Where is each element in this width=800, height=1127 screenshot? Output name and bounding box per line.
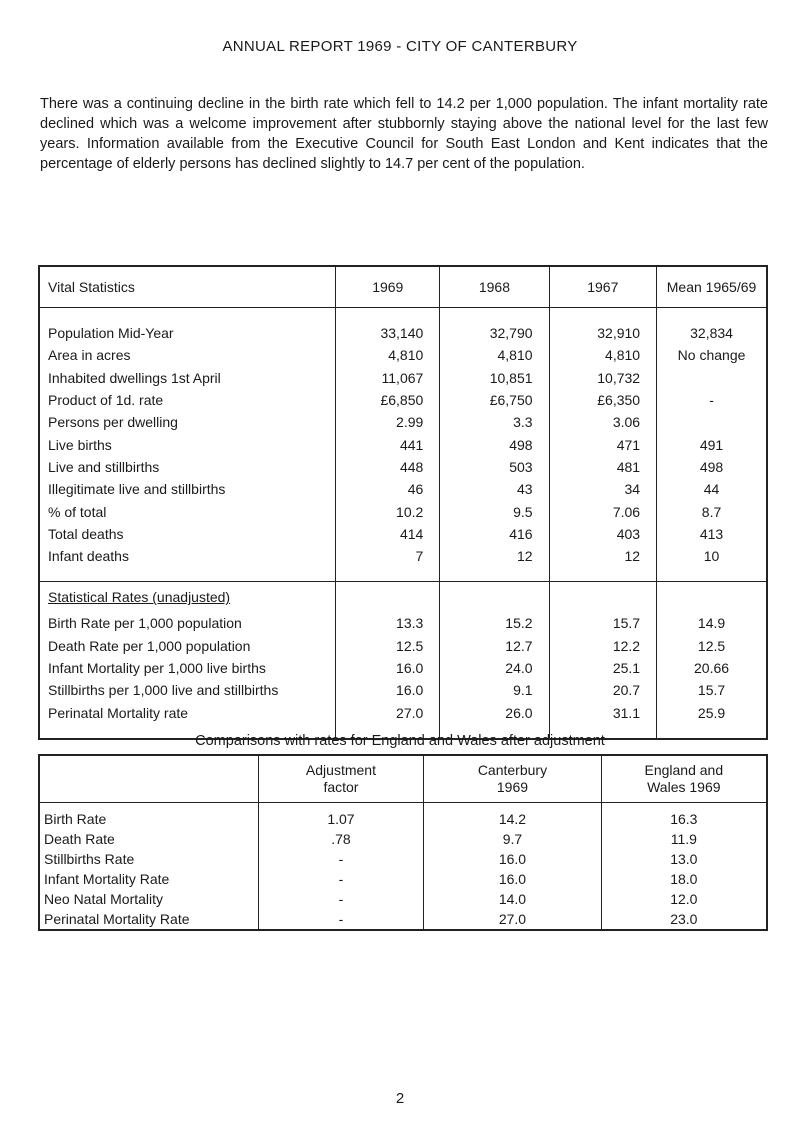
row-label: Live and stillbirths — [48, 458, 160, 475]
page-number: 2 — [395, 1090, 405, 1107]
vital-header-label: Vital Statistics — [39, 266, 336, 308]
spacer-cell — [549, 308, 657, 323]
vital-header-mean: Mean 1965/69 — [657, 266, 767, 308]
row-value: 16.0 — [424, 849, 601, 869]
comparison-row — [39, 869, 767, 889]
comparison-row — [39, 889, 767, 909]
comparison-header-adjustment — [258, 755, 424, 803]
row-label: Total deaths — [48, 525, 124, 542]
spacer-cell — [440, 582, 549, 613]
spacer-row — [39, 308, 767, 323]
row-value: 16.3 — [601, 803, 767, 830]
row-value: 448 — [336, 456, 440, 478]
row-value — [657, 411, 767, 433]
row-value: 1.07 — [258, 803, 424, 830]
row-label: Population Mid-Year — [48, 325, 174, 342]
row-label: Product of 1d. rate — [48, 392, 164, 409]
row-label: Death Rate — [44, 831, 115, 847]
spacer-cell — [39, 567, 336, 582]
row-value: 12.7 — [440, 635, 549, 657]
row-label: Perinatal Mortality rate — [48, 704, 189, 721]
spacer-cell — [39, 308, 336, 323]
row-value: 403 — [549, 523, 657, 545]
row-label: % of total — [48, 503, 107, 520]
comparison-header-canterbury — [424, 755, 601, 803]
row-value: 14.0 — [424, 889, 601, 909]
comparison-row — [39, 849, 767, 869]
row-value: - — [258, 909, 424, 930]
row-value: 4,810 — [336, 344, 440, 366]
comparison-row — [39, 909, 767, 930]
row-value: 12.2 — [549, 635, 657, 657]
row-value: 25.1 — [549, 657, 657, 679]
comparison-table — [38, 754, 768, 931]
spacer-row — [39, 567, 767, 582]
vital-row — [39, 478, 767, 500]
row-value: 34 — [549, 478, 657, 500]
row-value: 3.06 — [549, 411, 657, 433]
row-value: 414 — [336, 523, 440, 545]
row-label: Illegitimate live and stillbirths — [48, 481, 226, 498]
row-label: Live births — [48, 436, 112, 453]
row-value: 9.5 — [440, 500, 549, 522]
row-value: 413 — [657, 523, 767, 545]
row-value: 43 — [440, 478, 549, 500]
row-value: 25.9 — [657, 701, 767, 723]
row-value: 33,140 — [336, 322, 440, 344]
row-value: 8.7 — [657, 500, 767, 522]
row-value: - — [258, 849, 424, 869]
row-value: 15.7 — [549, 612, 657, 634]
row-value: 503 — [440, 456, 549, 478]
rates-heading-cell — [39, 582, 336, 613]
row-label: Inhabited dwellings 1st April — [48, 369, 221, 386]
comparison-header-label — [39, 755, 258, 803]
row-label: Persons per dwelling — [48, 414, 178, 431]
row-value: 20.7 — [549, 679, 657, 701]
row-value: 24.0 — [440, 657, 549, 679]
spacer-cell — [336, 567, 440, 582]
row-value: 7 — [336, 545, 440, 567]
row-value: £6,850 — [336, 389, 440, 411]
vital-header-1967: 1967 — [549, 266, 657, 308]
spacer-cell — [440, 308, 549, 323]
rates-heading-row — [39, 582, 767, 613]
row-value: 10 — [657, 545, 767, 567]
row-value: 11.9 — [601, 829, 767, 849]
row-value: 31.1 — [549, 701, 657, 723]
row-value: 16.0 — [336, 657, 440, 679]
row-value: 4,810 — [440, 344, 549, 366]
row-label: Stillbirths per 1,000 live and stillbirths — [48, 682, 279, 699]
spacer-cell — [440, 567, 549, 582]
row-label: Perinatal Mortality Rate — [44, 911, 190, 927]
row-value: 13.0 — [601, 849, 767, 869]
row-value: 13.3 — [336, 612, 440, 634]
row-value: 20.66 — [657, 657, 767, 679]
rates-heading: Statistical Rates (unadjusted) — [48, 589, 231, 606]
row-value: 46 — [336, 478, 440, 500]
row-value: 481 — [549, 456, 657, 478]
row-label: Infant deaths — [48, 548, 129, 565]
row-label: Birth Rate per 1,000 population — [48, 615, 242, 632]
vital-row — [39, 635, 767, 657]
row-label: Death Rate per 1,000 population — [48, 637, 251, 654]
row-value: 498 — [440, 433, 549, 455]
row-value: 32,790 — [440, 322, 549, 344]
row-value: 15.2 — [440, 612, 549, 634]
row-value: 416 — [440, 523, 549, 545]
row-value: 32,910 — [549, 322, 657, 344]
row-value: 12.5 — [657, 635, 767, 657]
row-value: 11,067 — [336, 367, 440, 389]
row-label: Area in acres — [48, 347, 131, 364]
comparison-caption: Comparisons with rates for England and Wales after adjustment — [195, 733, 605, 749]
row-value: 4,810 — [549, 344, 657, 366]
row-value: £6,750 — [440, 389, 549, 411]
row-value: 32,834 — [657, 322, 767, 344]
row-value: 9.1 — [440, 679, 549, 701]
row-value: 14.9 — [657, 612, 767, 634]
row-value: No change — [657, 344, 767, 366]
vital-row — [39, 545, 767, 567]
row-value: 2.99 — [336, 411, 440, 433]
spacer-cell — [657, 567, 767, 582]
row-value: 26.0 — [440, 701, 549, 723]
row-value: 10.2 — [336, 500, 440, 522]
spacer-cell — [336, 582, 440, 613]
row-value: 3.3 — [440, 411, 549, 433]
header-line: Adjustment — [305, 762, 376, 778]
spacer-cell — [657, 582, 767, 613]
spacer-cell — [549, 567, 657, 582]
comparison-row — [39, 803, 767, 830]
row-value: 16.0 — [336, 679, 440, 701]
row-value — [657, 367, 767, 389]
row-value: - — [258, 869, 424, 889]
vital-header-row — [39, 266, 767, 308]
row-value: 12.0 — [601, 889, 767, 909]
vital-row — [39, 612, 767, 634]
row-label: Infant Mortality per 1,000 live births — [48, 660, 266, 676]
row-value: 23.0 — [601, 909, 767, 930]
header-line: 1969 — [496, 779, 529, 795]
vital-row — [39, 322, 767, 344]
vital-row — [39, 456, 767, 478]
row-value: 491 — [657, 433, 767, 455]
row-value: 15.7 — [657, 679, 767, 701]
header-line: Canterbury — [477, 762, 548, 778]
comparison-row — [39, 829, 767, 849]
vital-row — [39, 679, 767, 701]
row-value: 12 — [440, 545, 549, 567]
row-value: - — [258, 889, 424, 909]
row-label: Infant Mortality Rate — [44, 871, 170, 887]
header-line: England and — [644, 762, 724, 778]
row-value: 471 — [549, 433, 657, 455]
vital-row — [39, 367, 767, 389]
vital-header-1968: 1968 — [440, 266, 549, 308]
vital-header-1969: 1969 — [336, 266, 440, 308]
row-value: 12.5 — [336, 635, 440, 657]
report-title: ANNUAL REPORT 1969 - CITY OF CANTERBURY — [222, 38, 578, 55]
row-value: 27.0 — [424, 909, 601, 930]
vital-row — [39, 657, 767, 679]
header-line: Wales 1969 — [647, 779, 721, 795]
comparison-header-england-wales — [601, 755, 767, 803]
spacer-cell — [657, 308, 767, 323]
row-value: 16.0 — [424, 869, 601, 889]
row-value: - — [657, 389, 767, 411]
row-value: 441 — [336, 433, 440, 455]
vital-row — [39, 701, 767, 723]
vital-row — [39, 411, 767, 433]
intro-paragraph: There was a continuing decline in the birth rate which fell to 14.2 per 1,000 population. The infant mortality rate declined which was a welcome improvement after stubbornly staying above the national level for the last few years. Information available from the Executive Council for South East London and Kent indicates that the percentage of elderly persons has declined slightly to 14.7 per cent of the population. — [40, 96, 768, 172]
row-value: 10,851 — [440, 367, 549, 389]
spacer-cell — [336, 308, 440, 323]
row-label: Stillbirths Rate — [44, 851, 135, 867]
row-label: Neo Natal Mortality — [44, 891, 164, 907]
row-value: .78 — [258, 829, 424, 849]
row-value: 14.2 — [424, 803, 601, 830]
vital-row — [39, 344, 767, 366]
row-value: 27.0 — [336, 701, 440, 723]
header-line: factor — [323, 779, 359, 795]
row-value: 44 — [657, 478, 767, 500]
row-value: £6,350 — [549, 389, 657, 411]
row-value: 7.06 — [549, 500, 657, 522]
comparison-header-row — [39, 755, 767, 803]
row-label: Birth Rate — [44, 811, 107, 827]
row-value: 12 — [549, 545, 657, 567]
row-value: 9.7 — [424, 829, 601, 849]
vital-row — [39, 500, 767, 522]
row-value: 18.0 — [601, 869, 767, 889]
vital-row — [39, 433, 767, 455]
spacer-cell — [549, 582, 657, 613]
vital-row — [39, 523, 767, 545]
vital-statistics-table — [38, 265, 768, 740]
vital-row — [39, 389, 767, 411]
row-value: 498 — [657, 456, 767, 478]
row-value: 10,732 — [549, 367, 657, 389]
